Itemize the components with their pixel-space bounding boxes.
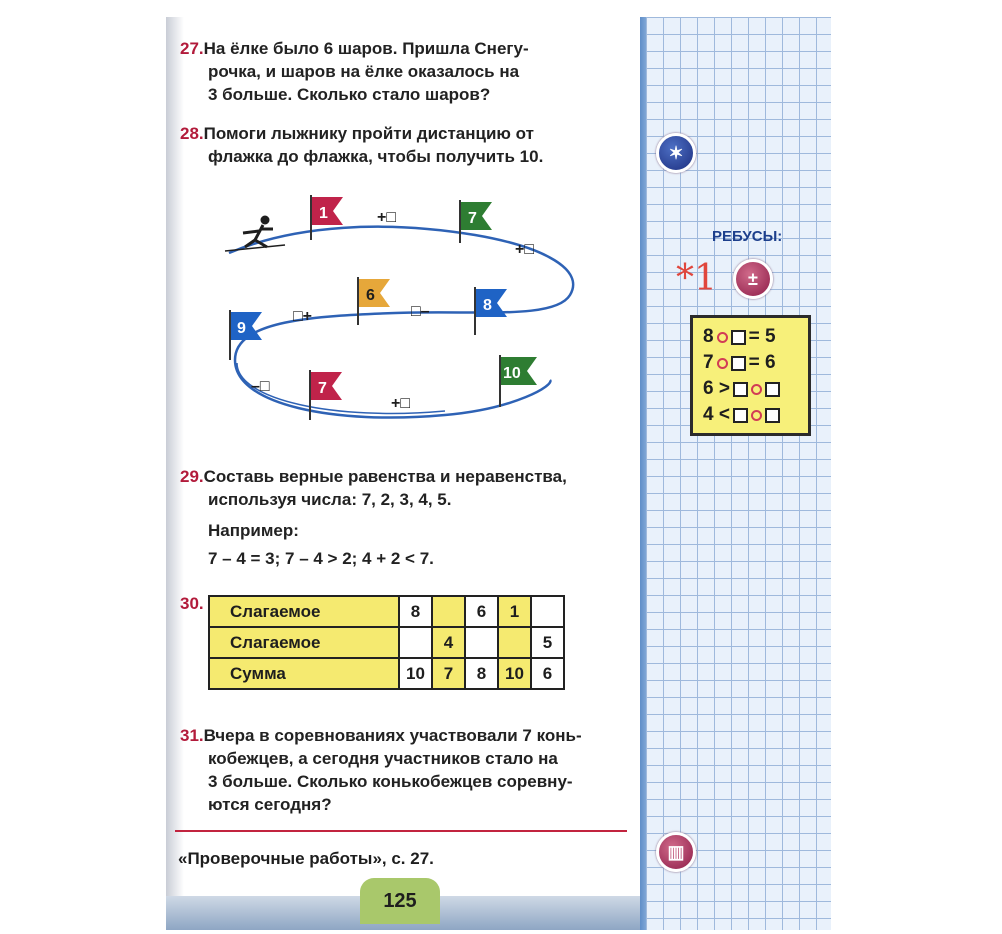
task-30-number: 30. [180,594,204,613]
box-placeholder [733,408,748,423]
circle-placeholder [717,358,728,369]
cell [465,627,498,658]
rebus-box [690,315,811,436]
task-28-line-1: Помоги лыжнику пройти дистанцию от [203,124,534,143]
footer-reference: «Проверочные работы», с. 27. [178,849,434,868]
op-plus-box-1: +□ [377,209,397,226]
op-box-plus: □+ [293,308,313,325]
task-29-line-1: Составь верные равенства и неравенства, [203,467,567,486]
task-28-line-2: флажка до флажка, чтобы получить 10. [208,147,544,166]
task-27-line-2: рочка, и шаров на ёлке оказалось на [208,62,520,81]
rebus-right: = 5 [748,326,776,347]
ski-track-diagram [215,185,595,455]
cell: 4 [432,627,465,658]
cell: 10 [399,658,432,689]
cell: 8 [465,658,498,689]
flag-8 [475,287,507,335]
table-row [209,658,564,689]
flag-8-label: 8 [483,297,492,314]
task-29-example: 7 – 4 = 3; 7 – 4 > 2; 4 + 2 < 7. [208,549,434,568]
rebus-row-2 [703,350,808,376]
divider [175,830,627,832]
op-plus-box-3: +□ [391,395,411,412]
rebus-row-4 [703,402,808,428]
cell [399,627,432,658]
rebus-row-1 [703,324,808,350]
plus-minus-symbol: ± [748,268,758,289]
cell: 10 [498,658,531,689]
skier-icon [225,216,285,251]
op-plus-box-2: +□ [515,241,535,258]
circle-placeholder [751,410,762,421]
task-31-line-4: ются сегодня? [208,795,332,814]
task-27-line-1: На ёлке было 6 шаров. Пришла Снегу- [203,39,529,58]
rebus-left: 4 < [703,404,730,425]
task-31-line-2: кобежцев, а сегодня участников стало на [208,749,558,768]
box-placeholder [765,408,780,423]
task-28 [180,122,626,168]
task-31 [180,724,626,816]
task-28-number: 28. [180,124,204,143]
cell [498,627,531,658]
stars-icon: ✶ [656,133,696,173]
task-29-example-label: Например: [208,521,299,540]
flag-7-bottom-label: 7 [318,380,327,397]
cell: 8 [399,596,432,627]
row-label: Слагаемое [209,596,399,627]
task-30-number-wrap [180,592,204,615]
table-row [209,627,564,658]
rebus-title: РЕБУСЫ: [712,228,783,245]
cell [432,596,465,627]
table-row [209,596,564,627]
task-29 [180,465,626,570]
flag-6-label: 6 [366,287,375,304]
cell: 1 [498,596,531,627]
cell: 7 [432,658,465,689]
task-27-line-3: 3 больше. Сколько стало шаров? [208,85,491,104]
book-icon: ▥ [656,832,696,872]
row-label: Слагаемое [209,627,399,658]
cell: 6 [531,658,564,689]
sum-table [208,595,565,690]
task-27 [180,37,626,106]
cell [531,596,564,627]
box-placeholder [765,382,780,397]
task-31-line-3: 3 больше. Сколько конькобежцев соревну- [208,772,573,791]
op-box-minus: □– [411,303,430,320]
rebus-left: 8 [703,326,714,347]
cell: 5 [531,627,564,658]
rebus-left: 7 [703,352,714,373]
flag-10-label: 10 [503,365,521,382]
op-minus-box: –□ [251,378,270,395]
flag-9-label: 9 [237,320,246,337]
circle-placeholder [717,332,728,343]
flag-1 [311,195,343,240]
rebus-row-3 [703,376,808,402]
plus-minus-icon [733,259,773,299]
task-27-number: 27. [180,39,204,58]
star-mark: *1 [676,258,717,299]
page-number: 125 [360,878,440,924]
box-placeholder [731,330,746,345]
box-placeholder [733,382,748,397]
task-31-number: 31. [180,726,204,745]
task-31-line-1: Вчера в соревнованиях участвовали 7 конь- [203,726,582,745]
task-29-number: 29. [180,467,204,486]
box-placeholder [731,356,746,371]
rebus-right: = 6 [748,352,776,373]
task-29-line-2: используя числа: 7, 2, 3, 4, 5. [208,490,452,509]
cell: 6 [465,596,498,627]
circle-placeholder [751,384,762,395]
row-label: Сумма [209,658,399,689]
flag-6 [358,277,390,325]
flag-1-label: 1 [319,205,328,222]
rebus-left: 6 > [703,378,730,399]
flag-7-top-label: 7 [468,210,477,227]
